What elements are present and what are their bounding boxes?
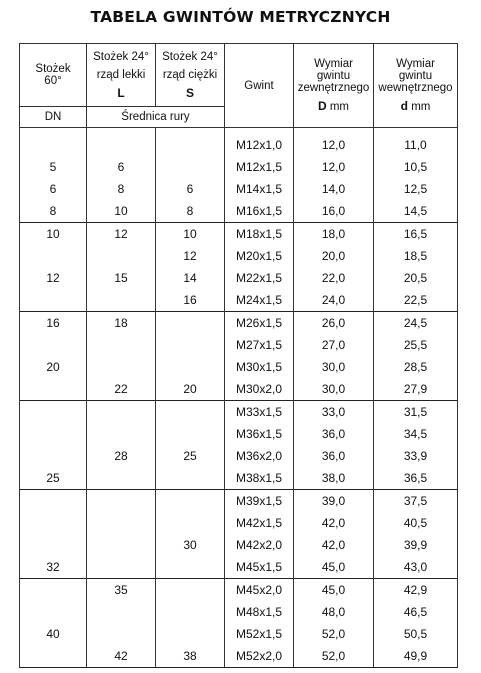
cell-gwint: M12x1,0: [225, 134, 294, 156]
table-row: [20, 134, 458, 156]
table-row: [20, 623, 458, 645]
cell-gwint: M45x2,0: [225, 579, 294, 602]
table-row: [20, 378, 458, 401]
cell-gwint: M30x1,5: [225, 356, 294, 378]
table-row: [20, 312, 458, 335]
cell-wymiar-wew: 27,9: [374, 378, 458, 401]
cell-ciezki: [156, 334, 225, 356]
table-row: [20, 156, 458, 178]
cell-wymiar-wew: 31,5: [374, 401, 458, 424]
cell-wymiar-wew: 43,0: [374, 556, 458, 579]
cell-lekki: [87, 134, 156, 156]
cell-wymiar-zew: 16,0: [294, 200, 374, 223]
cell-wymiar-wew: 39,9: [374, 534, 458, 556]
cell-lekki: [87, 534, 156, 556]
cell-dn: 40: [20, 623, 87, 645]
cell-dn: [20, 512, 87, 534]
cell-gwint: M39x1,5: [225, 490, 294, 513]
cell-dn: 6: [20, 178, 87, 200]
table-row: [20, 490, 458, 513]
cell-ciezki: [156, 156, 225, 178]
cell-wymiar-wew: 42,9: [374, 579, 458, 602]
thread-table: [19, 43, 458, 668]
cell-gwint: M42x2,0: [225, 534, 294, 556]
cell-lekki: [87, 556, 156, 579]
cell-gwint: M52x2,0: [225, 645, 294, 668]
cell-wymiar-zew: 39,0: [294, 490, 374, 513]
cell-lekki: [87, 601, 156, 623]
cell-ciezki: 38: [156, 645, 225, 668]
cell-dn: 5: [20, 156, 87, 178]
cell-dn: [20, 334, 87, 356]
cell-dn: 12: [20, 267, 87, 289]
cell-ciezki: [156, 356, 225, 378]
cell-ciezki: 30: [156, 534, 225, 556]
header-ciezki: [156, 44, 225, 107]
header-dn: DN: [20, 107, 87, 128]
table-row: [20, 401, 458, 424]
cell-lekki: 35: [87, 579, 156, 602]
cell-wymiar-zew: 27,0: [294, 334, 374, 356]
cell-gwint: M14x1,5: [225, 178, 294, 200]
cell-wymiar-wew: 40,5: [374, 512, 458, 534]
cell-wymiar-wew: 24,5: [374, 312, 458, 335]
cell-dn: [20, 579, 87, 602]
cell-gwint: M38x1,5: [225, 467, 294, 490]
cell-lekki: [87, 356, 156, 378]
header-zew-symbol: D: [317, 99, 327, 113]
cell-lekki: [87, 623, 156, 645]
cell-lekki: [87, 334, 156, 356]
header-stozek60-line2: 60°: [44, 75, 62, 87]
cell-ciezki: 8: [156, 200, 225, 223]
header-lekki-symbol: L: [117, 86, 125, 100]
cell-wymiar-zew: 24,0: [294, 289, 374, 312]
table-row: [20, 601, 458, 623]
cell-lekki: [87, 490, 156, 513]
cell-ciezki: 20: [156, 378, 225, 401]
header-zew-line3: zewnętrznego: [297, 82, 370, 94]
cell-dn: 10: [20, 223, 87, 246]
header-gwint: Gwint: [225, 44, 294, 128]
header-wew-line2: gwintu: [398, 70, 433, 82]
cell-wymiar-zew: 52,0: [294, 623, 374, 645]
header-srednica: Średnica rury: [87, 107, 225, 128]
table-row: [20, 423, 458, 445]
header-stozek60: [20, 44, 87, 107]
cell-ciezki: [156, 401, 225, 424]
cell-gwint: M42x1,5: [225, 512, 294, 534]
cell-lekki: 28: [87, 445, 156, 467]
cell-wymiar-wew: 46,5: [374, 601, 458, 623]
cell-ciezki: 10: [156, 223, 225, 246]
table-row: [20, 200, 458, 223]
cell-ciezki: 6: [156, 178, 225, 200]
cell-lekki: [87, 245, 156, 267]
table-row: [20, 445, 458, 467]
table-row: [20, 334, 458, 356]
cell-lekki: [87, 401, 156, 424]
cell-ciezki: [156, 556, 225, 579]
table-row: [20, 245, 458, 267]
cell-dn: [20, 645, 87, 668]
cell-wymiar-zew: 45,0: [294, 556, 374, 579]
cell-gwint: M16x1,5: [225, 200, 294, 223]
cell-dn: [20, 378, 87, 401]
cell-wymiar-zew: 45,0: [294, 579, 374, 602]
cell-wymiar-wew: 37,5: [374, 490, 458, 513]
cell-wymiar-zew: 30,0: [294, 356, 374, 378]
cell-wymiar-zew: 22,0: [294, 267, 374, 289]
header-ciezki-symbol: S: [185, 86, 194, 100]
cell-wymiar-zew: 52,0: [294, 645, 374, 668]
header-ciezki-line1: Stożek 24°: [162, 51, 218, 63]
table-row: [20, 356, 458, 378]
cell-wymiar-wew: 16,5: [374, 223, 458, 246]
cell-wymiar-zew: 48,0: [294, 601, 374, 623]
cell-wymiar-wew: 14,5: [374, 200, 458, 223]
cell-wymiar-zew: 36,0: [294, 445, 374, 467]
cell-lekki: 42: [87, 645, 156, 668]
cell-wymiar-zew: 38,0: [294, 467, 374, 490]
cell-wymiar-wew: 34,5: [374, 423, 458, 445]
cell-dn: [20, 423, 87, 445]
table-row: [20, 512, 458, 534]
cell-ciezki: [156, 601, 225, 623]
cell-gwint: M36x2,0: [225, 445, 294, 467]
cell-wymiar-zew: 33,0: [294, 401, 374, 424]
header-wew-unit: mm: [411, 101, 431, 113]
cell-ciezki: [156, 423, 225, 445]
cell-dn: [20, 490, 87, 513]
cell-gwint: M30x2,0: [225, 378, 294, 401]
cell-ciezki: 16: [156, 289, 225, 312]
cell-lekki: 12: [87, 223, 156, 246]
cell-wymiar-wew: 36,5: [374, 467, 458, 490]
cell-wymiar-wew: 20,5: [374, 267, 458, 289]
cell-wymiar-zew: 36,0: [294, 423, 374, 445]
cell-wymiar-zew: 42,0: [294, 512, 374, 534]
table-row: [20, 267, 458, 289]
cell-lekki: 22: [87, 378, 156, 401]
cell-gwint: M48x1,5: [225, 601, 294, 623]
header-zew-line1: Wymiar: [314, 58, 353, 70]
cell-wymiar-zew: 30,0: [294, 378, 374, 401]
cell-lekki: [87, 512, 156, 534]
table-row: [20, 556, 458, 579]
cell-dn: [20, 134, 87, 156]
cell-lekki: 10: [87, 200, 156, 223]
table-row: [20, 467, 458, 490]
cell-dn: 16: [20, 312, 87, 335]
cell-dn: [20, 289, 87, 312]
cell-dn: 8: [20, 200, 87, 223]
cell-wymiar-zew: 12,0: [294, 134, 374, 156]
cell-lekki: 6: [87, 156, 156, 178]
cell-ciezki: [156, 579, 225, 602]
cell-wymiar-wew: 12,5: [374, 178, 458, 200]
cell-dn: [20, 534, 87, 556]
cell-ciezki: 14: [156, 267, 225, 289]
cell-lekki: [87, 467, 156, 490]
header-lekki: [87, 44, 156, 107]
cell-dn: 25: [20, 467, 87, 490]
cell-wymiar-wew: 11,0: [374, 134, 458, 156]
cell-lekki: [87, 423, 156, 445]
cell-wymiar-zew: 18,0: [294, 223, 374, 246]
cell-gwint: M52x1,5: [225, 623, 294, 645]
cell-lekki: 18: [87, 312, 156, 335]
header-stozek60-line1: Stożek: [35, 63, 71, 75]
header-wew-symbol: d: [400, 99, 408, 113]
cell-dn: 20: [20, 356, 87, 378]
cell-wymiar-wew: 10,5: [374, 156, 458, 178]
cell-ciezki: 12: [156, 245, 225, 267]
cell-gwint: M45x1,5: [225, 556, 294, 579]
cell-gwint: M26x1,5: [225, 312, 294, 335]
table-row: [20, 289, 458, 312]
cell-wymiar-wew: 49,9: [374, 645, 458, 668]
cell-wymiar-zew: 26,0: [294, 312, 374, 335]
cell-wymiar-zew: 12,0: [294, 156, 374, 178]
header-zew-line2: gwintu: [316, 70, 351, 82]
cell-ciezki: [156, 512, 225, 534]
cell-lekki: [87, 289, 156, 312]
cell-ciezki: [156, 134, 225, 156]
header-zew: [294, 44, 374, 128]
table-row: [20, 534, 458, 556]
cell-wymiar-wew: 33,9: [374, 445, 458, 467]
cell-ciezki: [156, 623, 225, 645]
cell-dn: [20, 401, 87, 424]
cell-gwint: M12x1,5: [225, 156, 294, 178]
cell-wymiar-wew: 50,5: [374, 623, 458, 645]
cell-gwint: M18x1,5: [225, 223, 294, 246]
page-title: TABELA GWINTÓW METRYCZNYCH: [90, 8, 391, 26]
header-wew: [374, 44, 458, 128]
cell-ciezki: [156, 490, 225, 513]
cell-wymiar-wew: 25,5: [374, 334, 458, 356]
header-lekki-line1: Stożek 24°: [93, 51, 149, 63]
cell-gwint: M20x1,5: [225, 245, 294, 267]
header-wew-line3: wewnętrznego: [378, 82, 453, 94]
table-row: [20, 178, 458, 200]
cell-dn: [20, 245, 87, 267]
header-wew-line1: Wymiar: [396, 58, 435, 70]
table-row: [20, 579, 458, 602]
cell-wymiar-wew: 18,5: [374, 245, 458, 267]
cell-lekki: 8: [87, 178, 156, 200]
cell-wymiar-zew: 14,0: [294, 178, 374, 200]
header-zew-unit: mm: [329, 101, 350, 113]
cell-wymiar-zew: 42,0: [294, 534, 374, 556]
table-row: [20, 645, 458, 668]
cell-ciezki: 25: [156, 445, 225, 467]
cell-dn: 32: [20, 556, 87, 579]
cell-lekki: 15: [87, 267, 156, 289]
cell-gwint: M22x1,5: [225, 267, 294, 289]
cell-wymiar-wew: 28,5: [374, 356, 458, 378]
cell-wymiar-zew: 20,0: [294, 245, 374, 267]
header-lekki-line2: rząd lekki: [96, 69, 146, 81]
cell-wymiar-wew: 22,5: [374, 289, 458, 312]
cell-ciezki: [156, 312, 225, 335]
cell-dn: [20, 445, 87, 467]
cell-gwint: M33x1,5: [225, 401, 294, 424]
cell-gwint: M36x1,5: [225, 423, 294, 445]
cell-gwint: M24x1,5: [225, 289, 294, 312]
header-ciezki-line2: rząd ciężki: [162, 69, 218, 81]
cell-ciezki: [156, 467, 225, 490]
table-row: [20, 223, 458, 246]
cell-dn: [20, 601, 87, 623]
cell-gwint: M27x1,5: [225, 334, 294, 356]
